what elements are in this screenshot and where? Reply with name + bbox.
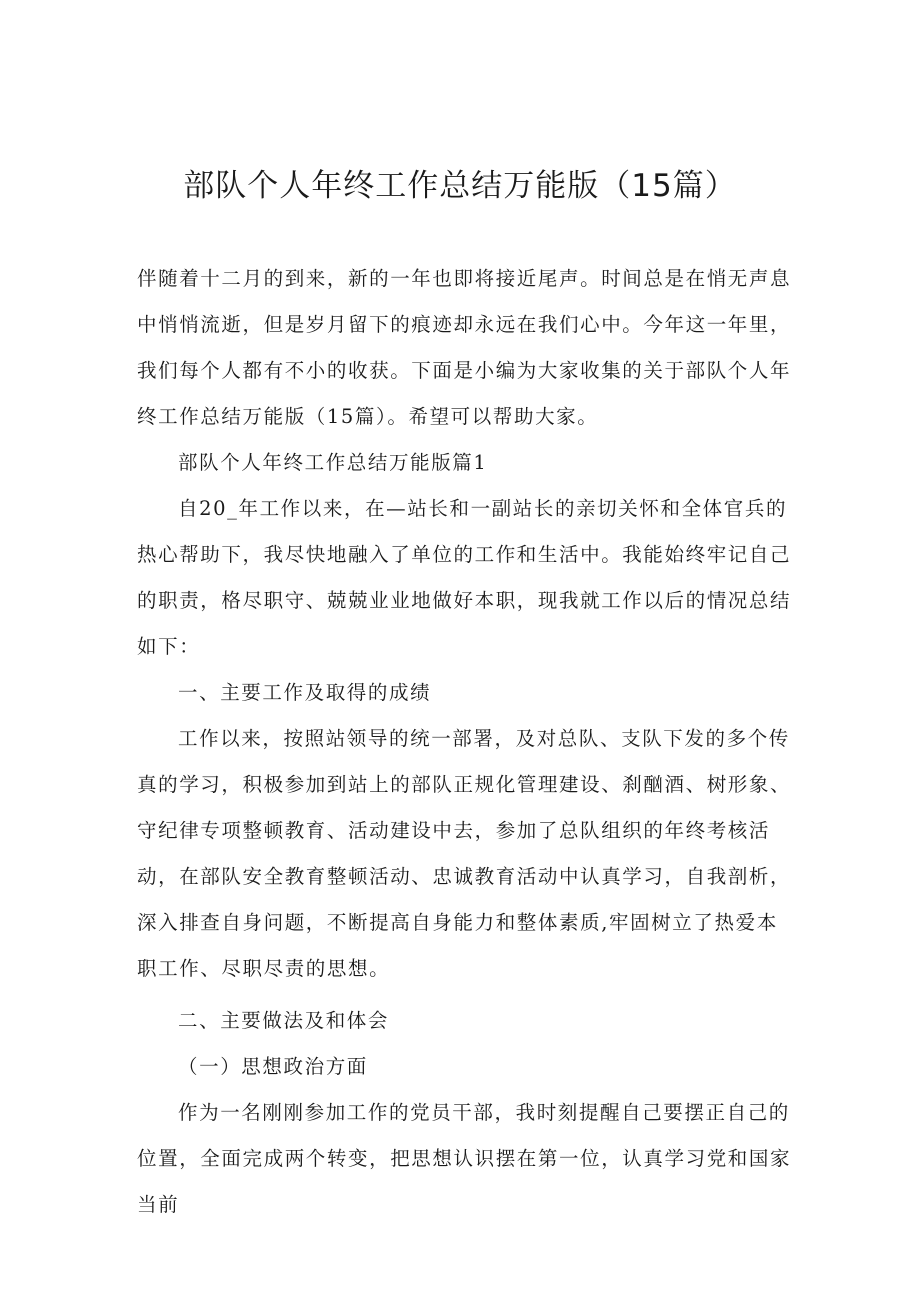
body-paragraph: 自20_年工作以来，在—站长和一副站长的亲切关怀和全体官兵的热心帮助下，我尽快地融入了单位的工作和生活中。我能始终牢记自己的职责，格尽职守、兢兢业业地做好本职，现我就工作以后的情况总结如下： xyxy=(137,497,792,658)
body-paragraph: 作为一名刚刚参加工作的党员干部，我时刻提醒自己要摆正自己的位置，全面完成两个转变，把思想认识摆在第一位，认真学习党和国家当前 xyxy=(137,1101,792,1216)
intro-paragraph: 伴随着十二月的到来，新的一年也即将接近尾声。时间总是在悄无声息中悄悄流逝，但是岁月留下的痕迹却永远在我们心中。今年这一年里，我们每个人都有不小的收获。下面是小编为大家收集的关于部队个人年终工作总结万能版（15篇）。希望可以帮助大家。 xyxy=(137,267,792,428)
document-title: 部队个人年终工作总结万能版（15篇） xyxy=(183,168,737,204)
document-body xyxy=(137,256,792,1228)
body-paragraph: 工作以来，按照站领导的统一部署，及对总队、支队下发的多个传真的学习，积极参加到站上的部队正规化管理建设、刹酗酒、树形象、守纪律专项整顿教育、活动建设中去，参加了总队组织的年终考核活动，在部队安全教育整顿活动、忠诚教育活动中认真学习，自我剖析，深入排查自身问题，不断提高自身能力和整体素质,牢固树立了热爱本职工作、尽职尽责的思想。 xyxy=(137,727,792,980)
section-heading-main-work: 一、主要工作及取得的成绩 xyxy=(178,681,432,704)
subsection-heading-ideology: （一）思想政治方面 xyxy=(178,1055,368,1078)
section-heading-methods: 二、主要做法及和体会 xyxy=(178,1009,390,1032)
section-heading-part-1: 部队个人年终工作总结万能版篇1 xyxy=(178,451,488,474)
